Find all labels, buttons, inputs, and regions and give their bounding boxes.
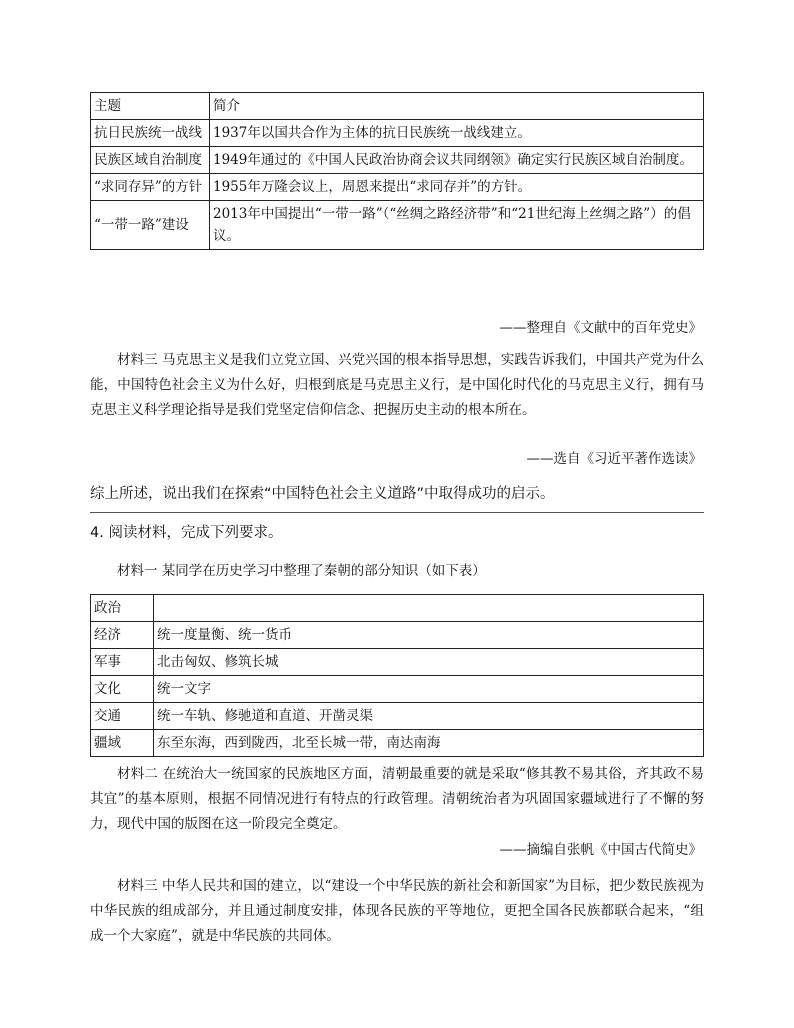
material-three-paragraph: 材料三 中华人民共和国的建立，以“建设一个中华民族的新社会和新国家”为目标，把少数民族视为中华民族的组成部分，并且通过制度安排，体现各民族的平等地位，更把全国各民族都联合起来，“组成一个大家庭”，就是中华民族的共同体。 xyxy=(90,878,704,944)
table-row xyxy=(91,649,704,676)
source-citation: ——选自《习近平著作选读》 xyxy=(526,451,702,467)
theme-cell: 抗日民族统一战线 xyxy=(91,120,210,147)
content-cell xyxy=(154,595,704,622)
theme-cell: 民族区域自治制度 xyxy=(91,147,210,174)
category-cell: 交通 xyxy=(91,703,154,730)
intro-cell: 1937年以国共合作为主体的抗日民族统一战线建立。 xyxy=(210,120,704,147)
material-one-intro: 材料一 某同学在历史学习中整理了秦朝的部分知识（如下表） xyxy=(117,563,486,579)
table-row xyxy=(91,676,704,703)
intro-cell: 1955年万隆会议上，周恩来提出“求同存并”的方针。 xyxy=(210,174,704,201)
qin-dynasty-table xyxy=(90,594,704,757)
category-cell: 经济 xyxy=(91,622,154,649)
material-two-paragraph: 材料二 在统治大一统国家的民族地区方面，清朝最重要的就是采取“修其教不易其俗，齐其政不易其宜”的基本原则，根据不同情况进行有特点的行政管理。清朝统治者为巩固国家疆域进行了不懈的努力，现代中国的版图在这一阶段完全奠定。 xyxy=(90,766,704,832)
table-row xyxy=(91,595,704,622)
content-cell: 统一度量衡、统一货币 xyxy=(154,622,704,649)
table-row xyxy=(91,730,704,757)
category-cell: 军事 xyxy=(91,649,154,676)
summary-question: 综上所述，说出我们在探索“中国特色社会主义道路”中取得成功的启示。 xyxy=(90,486,555,502)
theme-cell: “一带一路”建设 xyxy=(91,201,210,250)
category-cell: 疆域 xyxy=(91,730,154,757)
category-cell: 文化 xyxy=(91,676,154,703)
table-row xyxy=(91,120,704,147)
table-header-cell: 简介 xyxy=(210,93,704,120)
category-cell: 政治 xyxy=(91,595,154,622)
source-citation: ——整理自《文献中的百年党史》 xyxy=(499,320,702,336)
theme-cell: “求同存异”的方针 xyxy=(91,174,210,201)
material-three-paragraph: 材料三 马克思主义是我们立党立国、兴党兴国的根本指导思想，实践告诉我们，中国共产党为什么能，中国特色社会主义为什么好，归根到底是马克思主义行，是中国化时代化的马克思主义行，拥有马克思主义科学理论指导是我们党坚定信仰信念、把握历史主动的根本所在。 xyxy=(90,352,704,418)
table-row xyxy=(91,201,704,250)
content-cell: 东至东海，西到陇西，北至长城一带，南达南海 xyxy=(154,730,704,757)
table-row xyxy=(91,147,704,174)
question-four-prompt: 4. 阅读材料，完成下列要求。 xyxy=(90,525,283,541)
intro-cell: 2013年中国提出“一带一路”（“丝绸之路经济带”和“21世纪海上丝绸之路”）的倡议。 xyxy=(210,201,704,250)
content-cell: 统一车轨、修驰道和直道、开凿灵渠 xyxy=(154,703,704,730)
table-header-row xyxy=(91,93,704,120)
table-row xyxy=(91,174,704,201)
content-cell: 北击匈奴、修筑长城 xyxy=(154,649,704,676)
intro-cell: 1949年通过的《中国人民政治协商会议共同纲领》确定实行民族区域自治制度。 xyxy=(210,147,704,174)
source-citation: ——摘编自张帆《中国古代简史》 xyxy=(499,842,702,858)
content-cell: 统一文字 xyxy=(154,676,704,703)
table-header-cell: 主题 xyxy=(91,93,210,120)
table-row xyxy=(91,622,704,649)
history-theme-table xyxy=(90,92,704,250)
table-row xyxy=(91,703,704,730)
section-divider xyxy=(90,512,704,513)
